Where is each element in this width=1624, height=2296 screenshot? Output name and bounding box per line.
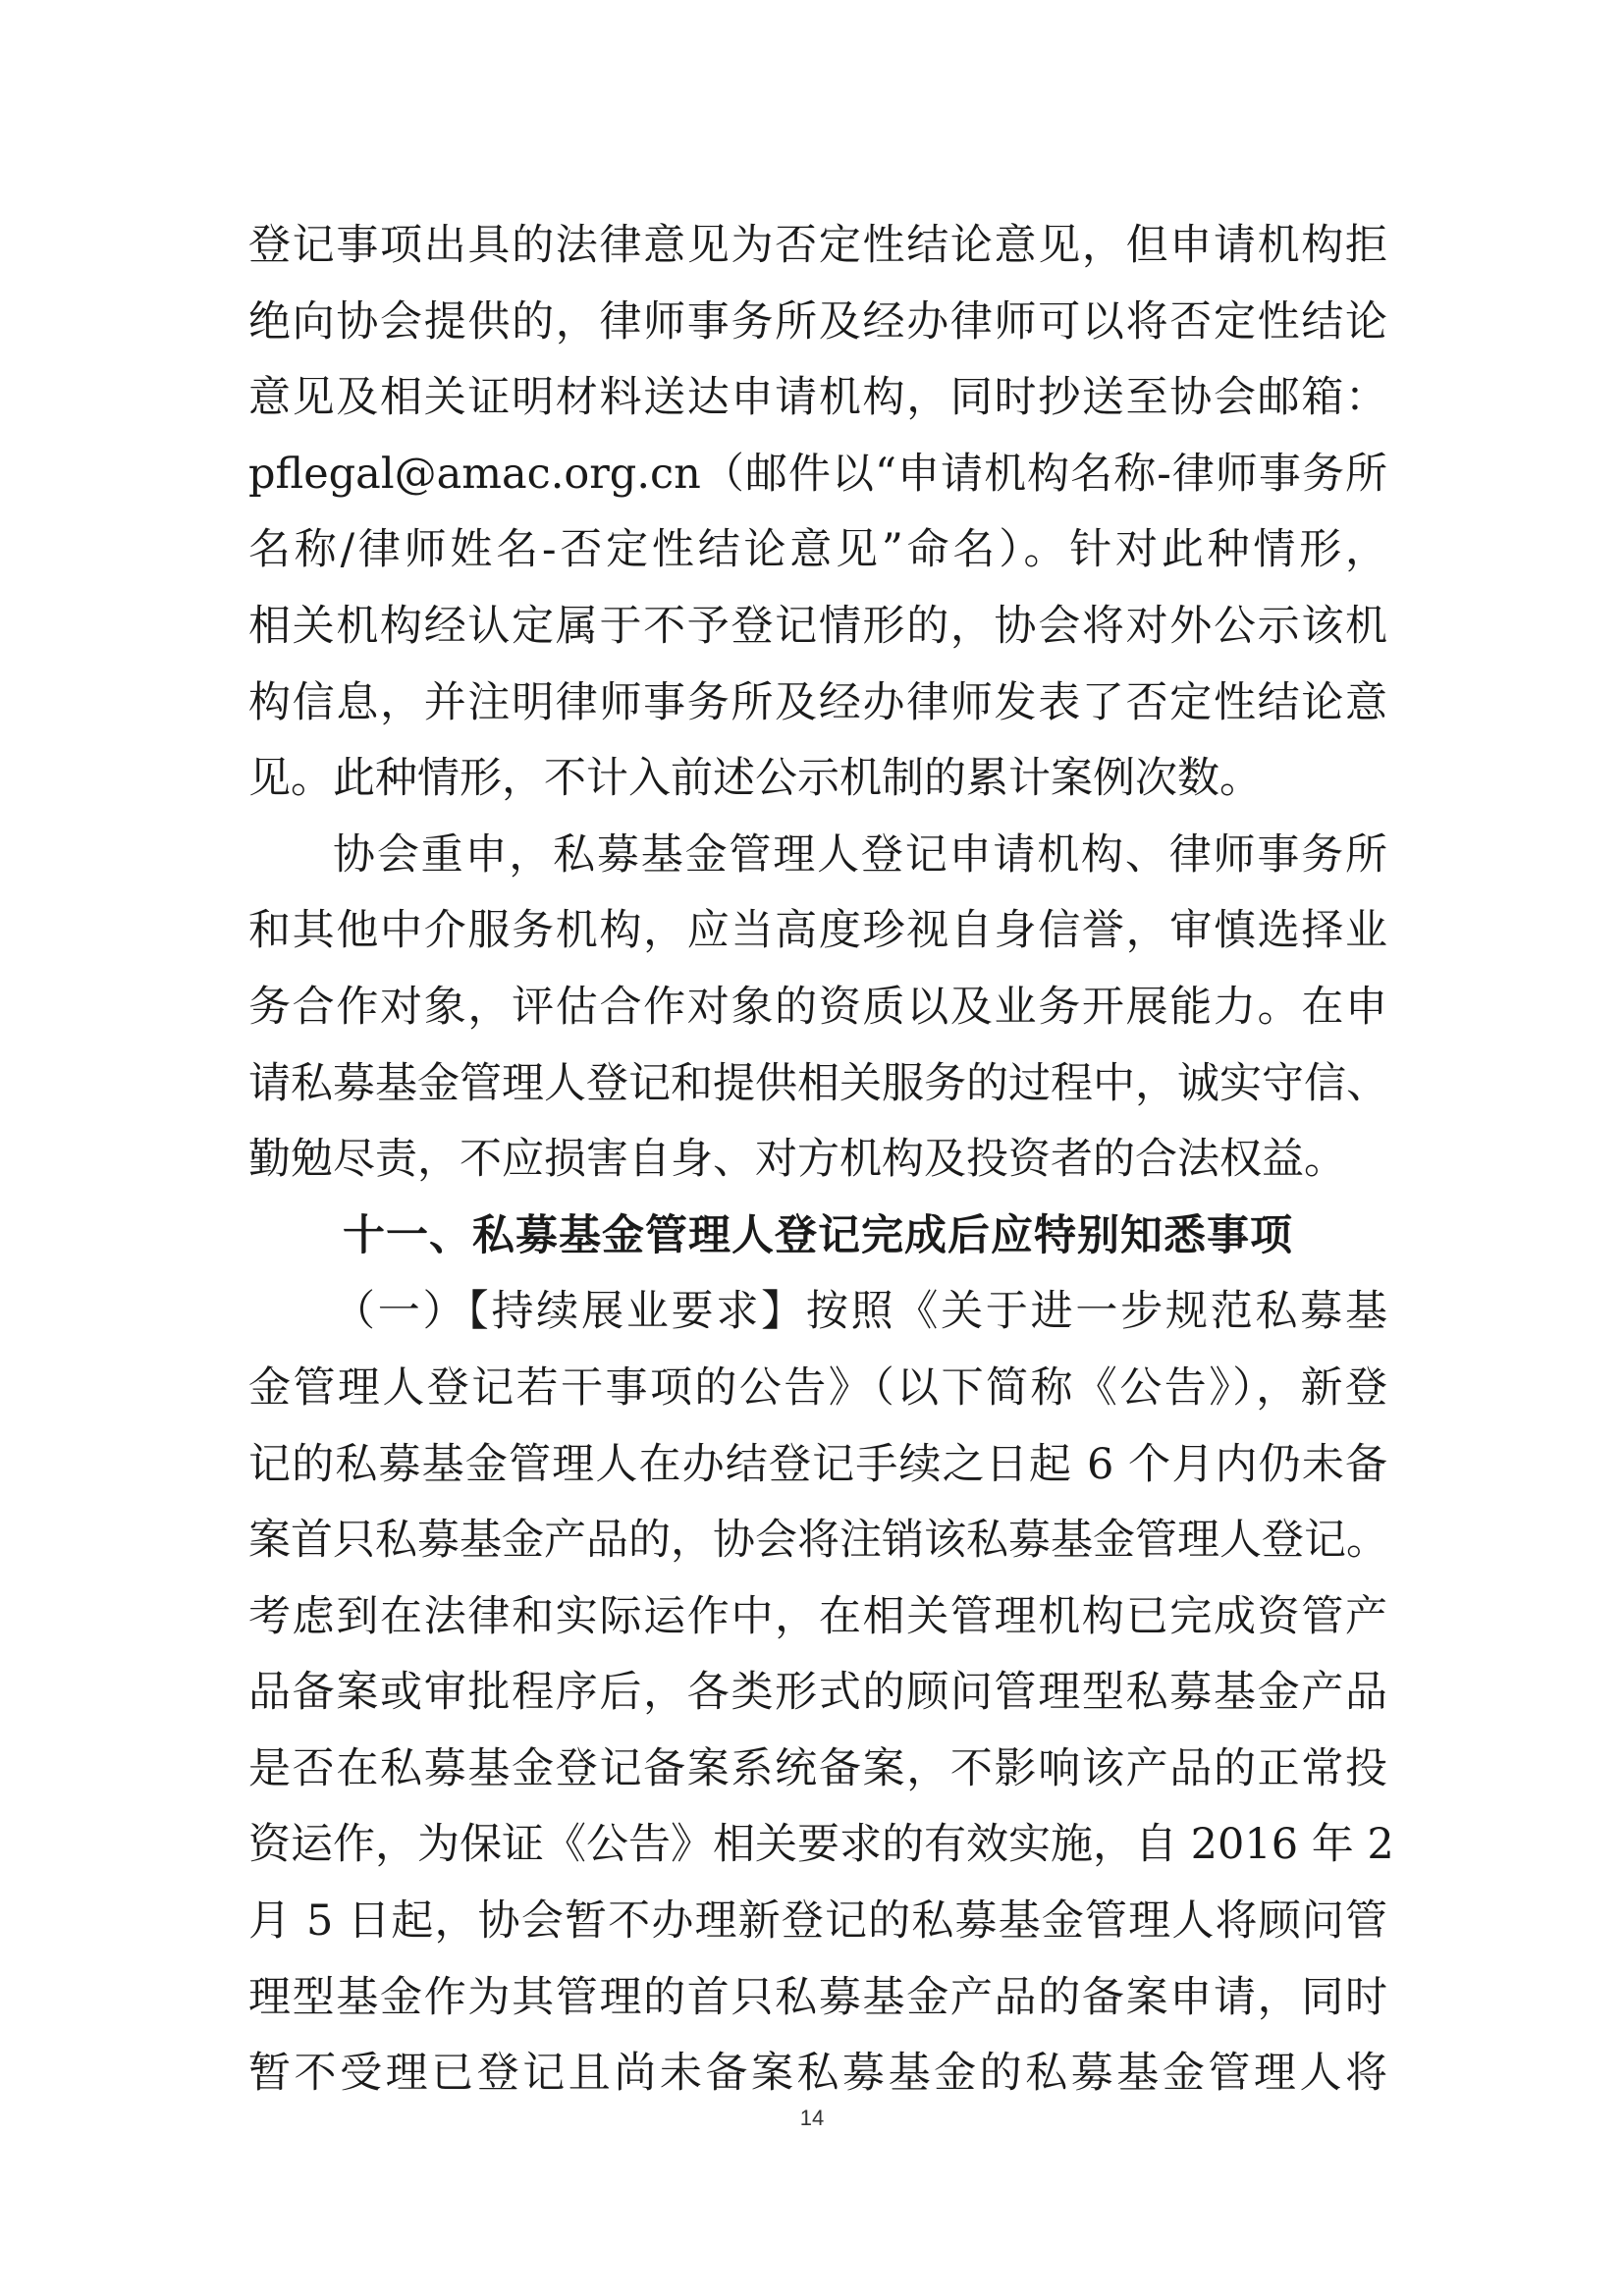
- body-line-3: 意见及相关证明材料送达申请机构，同时抄送至协会邮箱：: [248, 373, 1387, 423]
- body-line-12: 请私募基金管理人登记和提供相关服务的过程中，诚实守信、: [248, 1058, 1388, 1108]
- body-line-24: 理型基金作为其管理的首只私募基金产品的备案申请，同时: [248, 1972, 1387, 2022]
- body-line-11: 务合作对象，评估合作对象的资质以及业务开展能力。在申: [248, 982, 1387, 1032]
- body-line-10: 和其他中介服务机构，应当高度珍视自身信誉，审慎选择业: [248, 906, 1387, 956]
- body-line-2: 绝向协会提供的，律师事务所及经办律师可以将否定性结论: [248, 296, 1387, 347]
- body-line-17: 记的私募基金管理人在办结登记手续之日起 6 个月内仍未备: [248, 1439, 1387, 1489]
- body-line-23: 月 5 日起，协会暂不办理新登记的私募基金管理人将顾问管: [248, 1896, 1387, 1947]
- body-line-13: 勤勉尽责，不应损害自身、对方机构及投资者的合法权益。: [248, 1135, 1346, 1185]
- body-line-21: 是否在私募基金登记备案系统备案，不影响该产品的正常投: [248, 1743, 1387, 1793]
- body-line-16: 金管理人登记若干事项的公告》（以下简称《公告》），新登: [248, 1362, 1387, 1413]
- body-line-15: （一）【持续展业要求】按照《关于进一步规范私募基: [333, 1287, 1387, 1337]
- body-line-6: 相关机构经认定属于不予登记情形的，协会将对外公示该机: [248, 601, 1387, 651]
- body-line-19: 考虑到在法律和实际运作中，在相关管理机构已完成资管产: [248, 1591, 1387, 1641]
- body-line-8: 见。此种情形，不计入前述公示机制的累计案例次数。: [248, 754, 1262, 804]
- body-line-4-email: pflegal@amac.org.cn（邮件以“申请机构名称-律师事务所: [248, 449, 1387, 499]
- body-line-9: 协会重申，私募基金管理人登记申请机构、律师事务所: [333, 829, 1387, 880]
- body-line-7: 构信息，并注明律师事务所及经办律师发表了否定性结论意: [248, 677, 1387, 727]
- body-line-25: 暂不受理已登记且尚未备案私募基金的私募基金管理人将: [248, 2049, 1387, 2099]
- body-line-18: 案首只私募基金产品的，协会将注销该私募基金管理人登记。: [248, 1516, 1388, 1566]
- body-line-5: 名称/律师姓名-否定性结论意见”命名）。针对此种情形，: [248, 525, 1387, 575]
- document-body: [248, 208, 1394, 2112]
- body-line-1: 登记事项出具的法律意见为否定性结论意见，但申请机构拒: [248, 221, 1387, 270]
- body-line-22: 资运作，为保证《公告》相关要求的有效实施，自 2016 年 2: [248, 1820, 1394, 1870]
- section-heading: 十一、私募基金管理人登记完成后应特别知悉事项: [343, 1210, 1293, 1260]
- body-line-20: 品备案或审批程序后，各类形式的顾问管理型私募基金产品: [248, 1668, 1387, 1718]
- page-number: 14: [799, 2106, 825, 2130]
